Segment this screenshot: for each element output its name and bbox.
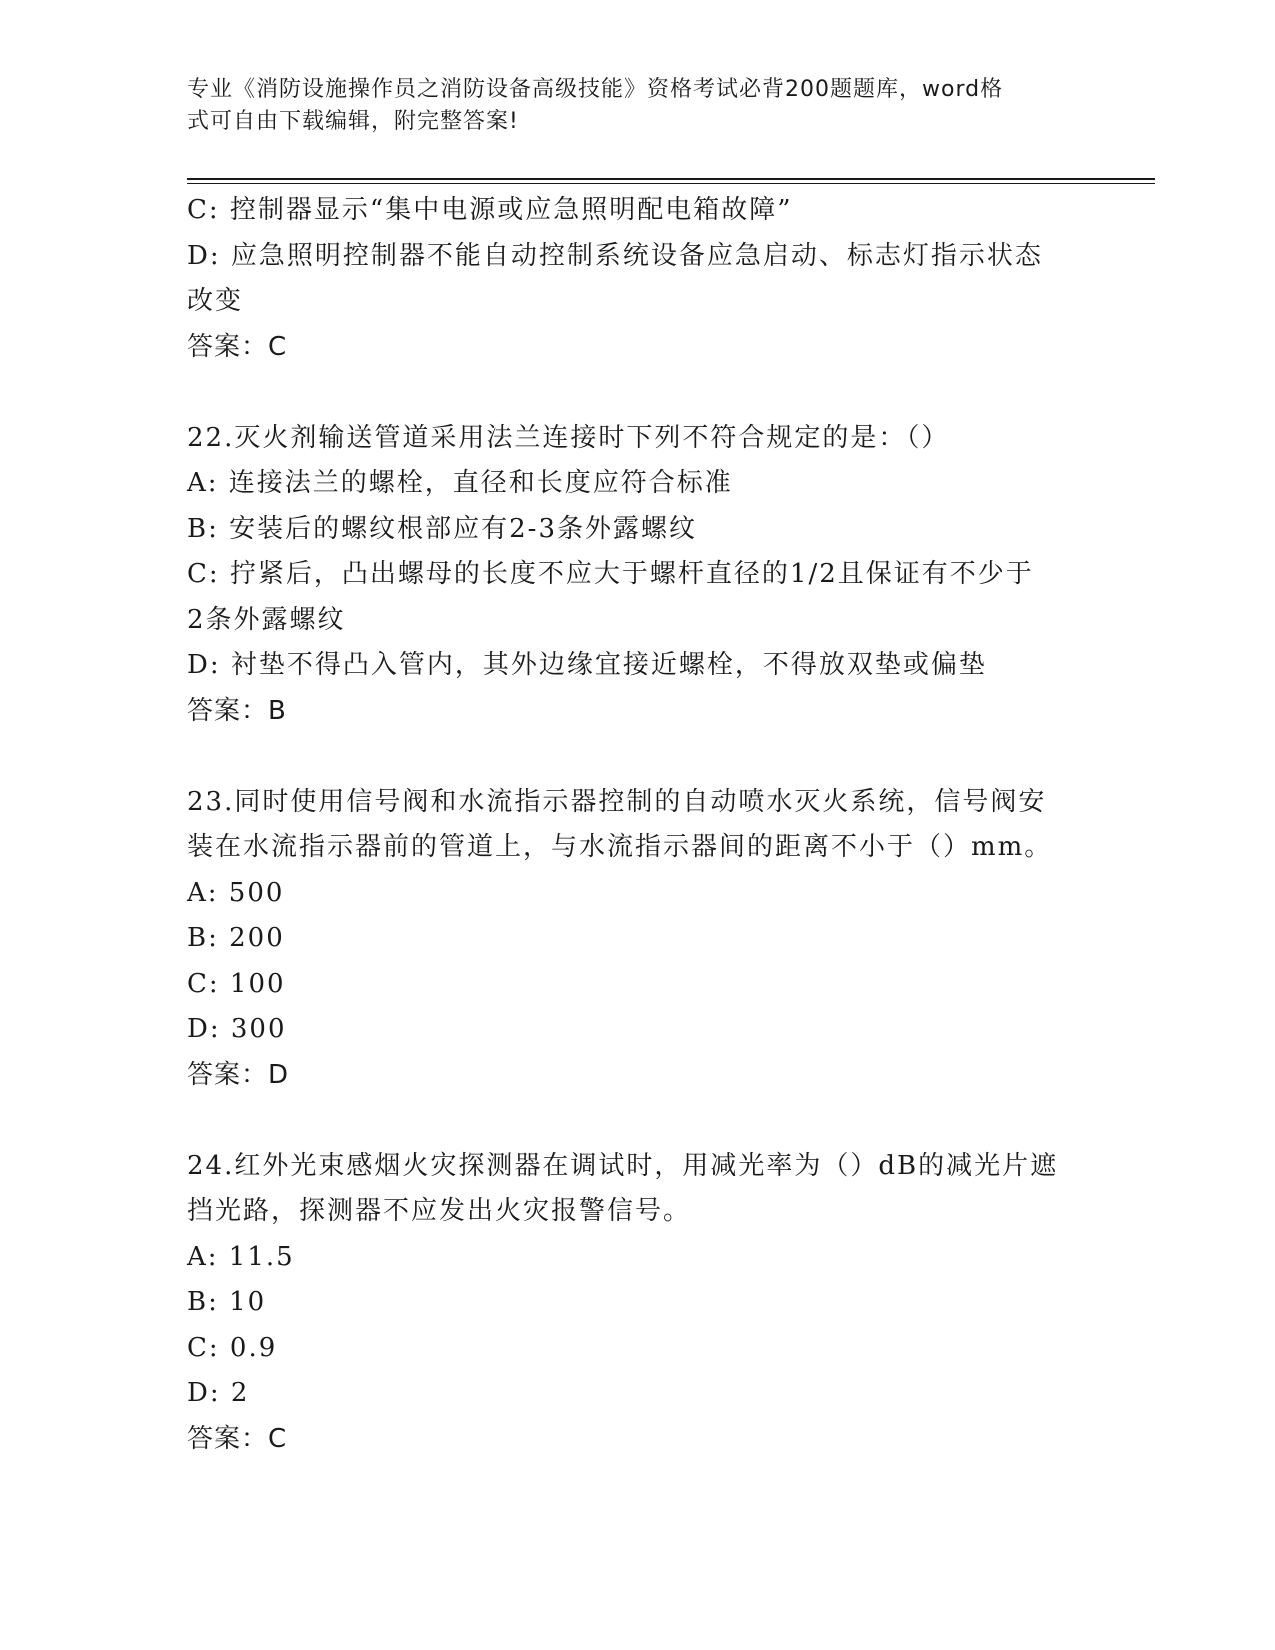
question-content xyxy=(187,188,1087,1462)
question-stem-line-1: 23.同时使用信号阀和水流指示器控制的自动喷水灭火系统，信号阀安 xyxy=(187,786,1047,817)
answer: 答案：B xyxy=(187,695,287,726)
option-d-line-1: D: 应急照明控制器不能自动控制系统设备应急启动、标志灯指示状态 xyxy=(187,240,1043,271)
option-c: C: 100 xyxy=(187,968,286,999)
option-d-line-2: 改变 xyxy=(187,286,244,316)
header-rule-thick xyxy=(187,178,1155,180)
header-rule-thin xyxy=(187,183,1155,184)
header-line-1: 专业《消防设施操作员之消防设备高级技能》资格考试必背200题题库，word格 xyxy=(187,77,1004,102)
question-stem: 22.灭火剂输送管道采用法兰连接时下列不符合规定的是：（） xyxy=(187,422,950,453)
option-a: A: 连接法兰的螺栓，直径和长度应符合标准 xyxy=(187,468,733,498)
question-block-24 xyxy=(187,1144,1087,1463)
question-stem-line-2: 装在水流指示器前的管道上，与水流指示器间的距离不小于（）mm。 xyxy=(187,832,1053,862)
answer: 答案：D xyxy=(187,1059,290,1090)
option-d: D: 2 xyxy=(187,1378,250,1408)
answer: 答案：C xyxy=(187,1423,288,1454)
option-c-line-2: 2条外露螺纹 xyxy=(187,604,346,635)
header-line-2: 式可自由下载编辑，附完整答案! xyxy=(187,109,519,134)
option-c: C: 控制器显示“集中电源或应急照明配电箱故障” xyxy=(187,195,793,225)
spacer xyxy=(187,370,1087,416)
question-stem-line-2: 挡光路，探测器不应发出火灾报警信号。 xyxy=(187,1196,692,1226)
option-c-line-1: C: 拧紧后，凸出螺母的长度不应大于螺杆直径的1/2且保证有不少于 xyxy=(187,559,1034,589)
spacer xyxy=(187,1098,1087,1144)
option-d: D: 300 xyxy=(187,1014,287,1044)
option-a: A: 11.5 xyxy=(187,1241,295,1272)
question-block-23 xyxy=(187,780,1087,1099)
question-stem-line-1: 24.红外光束感烟火灾探测器在调试时，用减光率为（）dB的减光片遮 xyxy=(187,1150,1059,1181)
option-b: B: 200 xyxy=(187,923,285,953)
question-block-22 xyxy=(187,416,1087,735)
option-d: D: 衬垫不得凸入管内，其外边缘宜接近螺栓，不得放双垫或偏垫 xyxy=(187,650,987,680)
question-block-continued xyxy=(187,188,1087,370)
option-b: B: 安装后的螺纹根部应有2-3条外露螺纹 xyxy=(187,513,698,544)
answer: 答案：C xyxy=(187,331,288,362)
option-a: A: 500 xyxy=(187,877,285,908)
document-header xyxy=(187,74,1067,138)
option-b: B: 10 xyxy=(187,1287,267,1317)
option-c: C: 0.9 xyxy=(187,1332,278,1363)
spacer xyxy=(187,734,1087,780)
